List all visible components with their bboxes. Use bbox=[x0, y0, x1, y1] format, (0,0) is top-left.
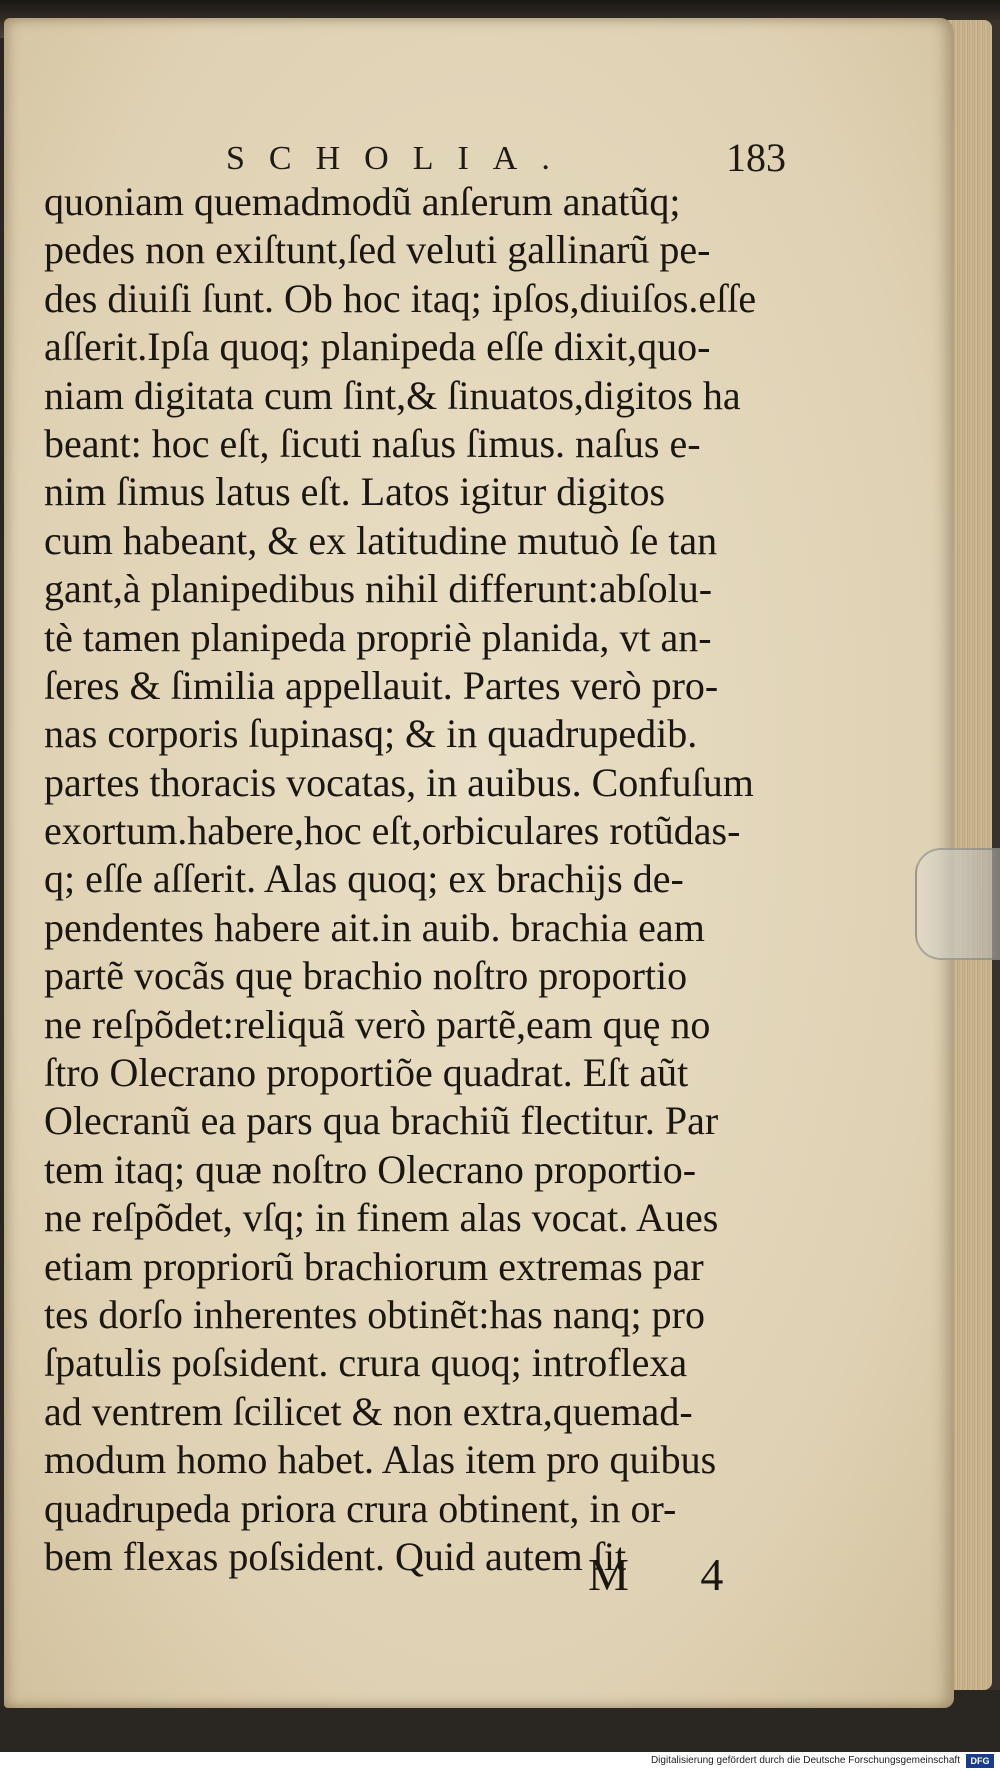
text-line: beant: hoc eſt, ſicuti naſus ſimus. naſus e- bbox=[44, 420, 701, 466]
text-line: aſſerit.Ipſa quoq; planipeda eſſe dixit,quo- bbox=[44, 324, 711, 370]
running-head: SCHOLIA. bbox=[226, 140, 574, 177]
text-line: partẽ vocãs quę brachio noſtro proportio bbox=[44, 953, 688, 999]
text-line: cum habeant, & ex latitudine mutuò ſe tan bbox=[44, 517, 718, 563]
text-line: nim ſimus latus eſt. Latos igitur digitos bbox=[44, 469, 666, 515]
text-line: ſpatulis poſsident. crura quoq; introflexa bbox=[44, 1340, 688, 1386]
text-line: Olecranũ ea pars qua brachiũ flectitur. Par bbox=[44, 1098, 719, 1144]
text-line: niam digitata cum ſint,& ſinuatos,digitos ha bbox=[44, 372, 741, 418]
text-line: tè tamen planipeda propriè planida, vt an- bbox=[44, 614, 712, 660]
text-line: ne reſpõdet, vſq; in finem alas vocat. Aues bbox=[44, 1195, 719, 1241]
text-line: ſtro Olecrano proportiõe quadrat. Eſt aũt bbox=[44, 1050, 689, 1096]
text-line: partes thoracis vocatas, in auibus. Confuſum bbox=[44, 759, 754, 805]
text-line: quoniam quemadmodũ anſerum anatũq; bbox=[44, 179, 681, 224]
text-line: q; eſſe aſſerit. Alas quoq; ex brachijs de- bbox=[44, 856, 684, 902]
text-line: tem itaq; quæ noſtro Olecrano proportio- bbox=[44, 1146, 697, 1192]
text-line: des diuiſi ſunt. Ob hoc itaq; ipſos,diuiſos.eſſe bbox=[44, 275, 757, 321]
page-header bbox=[0, 132, 1000, 182]
page-number: 183 bbox=[726, 135, 786, 180]
text-line: ſeres & ſimilia appellauit. Partes verò pro- bbox=[44, 662, 719, 708]
text-line: pedes non exiſtunt,ſed veluti gallinarũ pe- bbox=[44, 227, 711, 273]
dfg-logo: DFG bbox=[966, 1754, 994, 1768]
body-text bbox=[44, 178, 844, 1581]
digitization-credit: Digitalisierung gefördert durch die Deutsche Forschungsgemeinschaft bbox=[650, 1755, 960, 1766]
text-line: ne reſpõdet:reliquã verò partẽ,eam quę no bbox=[44, 1001, 711, 1047]
text-line: nas corporis ſupinasq; & in quadrupedib. bbox=[44, 711, 698, 757]
text-line: exortum.habere,hoc eſt,orbiculares rotũdas- bbox=[44, 808, 741, 854]
text-line: modum homo habet. Alas item pro quibus bbox=[44, 1437, 717, 1483]
text-line: tes dorſo inherentes obtinẽt:has nanq; pro bbox=[44, 1291, 705, 1337]
signature-mark: M 4 bbox=[588, 1549, 754, 1600]
text-line: etiam propriorũ brachiorum extremas par bbox=[44, 1243, 704, 1289]
text-line: ad ventrem ſcilicet & non extra,quemad- bbox=[44, 1388, 693, 1434]
text-line: quadrupeda priora crura obtinent, in or- bbox=[44, 1485, 677, 1531]
text-line: pendentes habere ait.in auib. brachia eam bbox=[44, 904, 705, 950]
text-line: bem flexas poſsident. Quid autem ſit bbox=[44, 1533, 627, 1579]
text-line: gant,à planipedibus nihil differunt:abſolu- bbox=[44, 566, 713, 612]
page-clip bbox=[915, 848, 1000, 960]
